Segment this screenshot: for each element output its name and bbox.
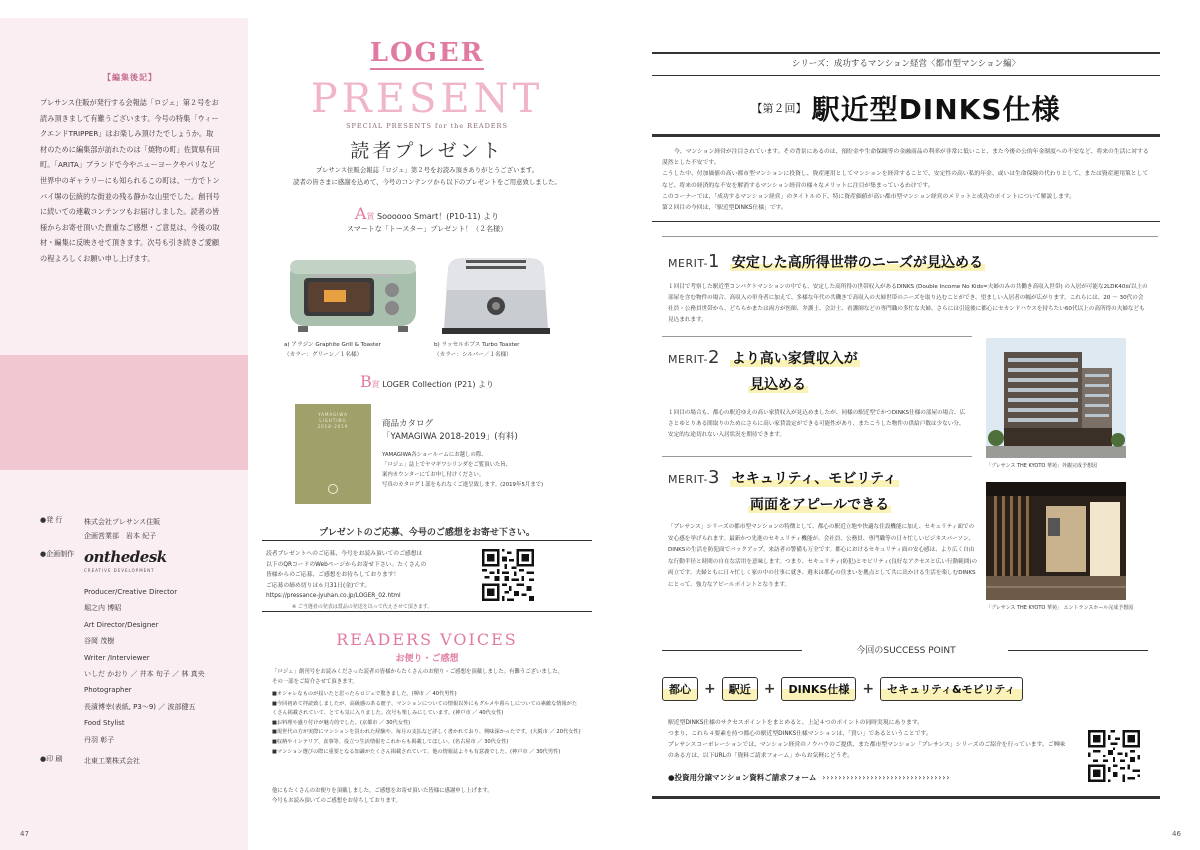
success-point-text: 駅近型DINKS仕様のサクセスポイントをまとめると、上記４つのポイントの同時実現にあります。 つまり、これら４要素を持つ都心の駅近型DINKS仕様マンションは、「買い」であるということです。 プレサンスコーポレーションでは、マンション経営のノウハウのご提供、また都市型マンション「プレサンス」シリーズのご紹介を行っています。ご興味のある方は、以下URLの「資料ご請求フォーム」からお気軽にどうぞ。 <box>668 720 1066 759</box>
merit-3-heading <box>668 466 899 492</box>
apply-box <box>262 540 592 612</box>
reader-present-heading: 読者プレゼント <box>350 140 504 162</box>
credit-key: ●印 刷 <box>40 755 63 764</box>
prize-b-mark: 賞 <box>371 380 380 389</box>
article-main-title: 駅近型DINKS仕様 <box>811 93 1061 126</box>
credit-value: 株式会社プレサンス住販 企画営業部 岩本 紀子 <box>84 518 161 540</box>
divider <box>662 236 1158 237</box>
merit-2-title-line1: より高い家賃収入が <box>731 351 858 367</box>
merit-2-title-line2: 見込める <box>750 377 806 393</box>
credit-value: 北東工業株式会社 <box>84 757 140 766</box>
editor-heading: 【編集後記】 <box>103 73 157 82</box>
entrance-hall-caption: 「プレサンス THE KYOTO 華苑」 エントランスホール完成予想図 <box>986 605 1134 611</box>
merit-1-title: 安定した高所得世帯のニーズが見込める <box>731 255 984 271</box>
voices-closing: 他にもたくさんのお便りを頂戴しました。ご感想をお寄せ頂いた皆様に感謝申し上げます。 今号もお読み頂いてのご感想をお待ちしております。 <box>272 788 493 804</box>
arrow-icon: ›››››››››››››››››››››››››››››››› <box>822 773 951 782</box>
prize-a-title <box>262 204 592 223</box>
credit-value: Producer/Creative Director 堀之内 博昭 Art Director/Designer 谷岡 茂樹 Writer /Interviewer いしだ かおり ／ 井本 旬子 ／ 林 真央 Photographer 長濱博幸(表紙, P3〜9) ／ 波部健五 Food Stylist 丹羽 彰子 <box>84 588 205 744</box>
merit-number: 2 <box>708 347 720 368</box>
voices-intro: 「ロジェ」創刊号をお読みくださった読者の皆様からたくさんのお便り・ご感想を頂戴しました。有難うございました。 その一部をご紹介させて頂きます。 <box>272 669 563 685</box>
credit-key <box>40 584 84 748</box>
credit-key: ●企画制作 <box>40 550 75 558</box>
prize-a-mark: 賞 <box>366 212 375 221</box>
prize-b-letter: B <box>359 372 372 391</box>
success-point-item: セキュリティ&モビリティ <box>880 677 1022 701</box>
merit-2-text: １回目の場合も、都心の駅近ゆえの高い家賃収入が見込めましたが、同様の駅近型でかつDINKS仕様の部屋の場合、広さとゆとりある間取りのためにさらに高い家賃設定ができる可能性があり、またこうした物件の供給戸数は少ない分、安定的な途切れない入居状況を期待できます。 <box>668 410 966 438</box>
merit-number: 3 <box>708 467 720 488</box>
success-point-item: 都心 <box>662 677 698 701</box>
loger-logo <box>262 38 592 68</box>
entrance-hall-photo <box>986 482 1126 600</box>
merit-1-text: １回目で考察した駅近型コンパクトマンションの中でも、安定した高所得の世帯収入があるDINKS (Double Income No Kids=夫婦のみの共働き高収入世帯) の入居が可能な2LDK40㎡以上の部屋を含む物件の場合、高収入の単身者に加えて、多様な年代の共働きで高収入の夫婦世帯のニーズを取り込むことができ、望ましい入居者の幅が広がります。これらには、20 〜 30代の会社員・公務員世帯から、どちらかまたは両方が医師、弁護士、会計士、看護師などの専門職の多忙な夫婦、さらには引退後に都心にセカンドハウスを持ちたい60代以上の高所得の夫婦なども見込まれます。 <box>668 284 1148 323</box>
catalog-description: YAMAGIWA各ショールームにお越しの際、 「ロジェ」誌上でヤマギワシリンダをご覧頂いた旨、 案内カウンターにてお申し付けください。 写真のカタログ１部をもれなくご進呈致します。(2019年5月まで) <box>382 452 544 488</box>
success-point-title: 今回のSUCCESS POINT <box>856 646 956 656</box>
list-item: ■ オシャレなものが届いたと思ったらロジェで驚きました。(堺市 ／ 40代男性) <box>272 690 582 700</box>
merit-label: MERIT- <box>668 257 709 270</box>
page-number-left: 47 <box>20 830 29 838</box>
credits <box>40 515 240 774</box>
left-pink-band <box>0 355 248 470</box>
credit-row <box>40 584 240 748</box>
merit-1-heading <box>668 250 985 276</box>
article-intro: 今、マンション経営が注目されています。その背景にあるのは、預貯金や生命保険等の金融商品の利率が非常に低いこと、また今後の公的年金制度への不安など、将来の生活に対する漠然とした不安です。 こうした中、付加価値の高い都市型マンションに投資し、資産運用としてマンションを経営することで、安定性の高い私的年金、或いは生命保険の代わりとして、または資産運用策としてなど、将来の経済的な不安を解消するマンション経営の様々なメリットに注目が集まっているわけです。 このコーナーでは、「成功するマンション経営」のタイトルの下、特に資産価値が高い都市型マンション経営のメリットと成功のポイントについて解説します。 第２回目の今回は、「駅近型DINKS仕様」です。 <box>662 149 1149 212</box>
brand-subtitle: CREATIVE DEVELOPMENT <box>84 568 155 573</box>
qr-code-icon[interactable] <box>1088 730 1140 782</box>
russell-hobbs-toaster-image <box>434 250 558 338</box>
episode-label: 【第２回】 <box>751 102 807 115</box>
merit-label: MERIT- <box>668 473 709 486</box>
page-number-right: 46 <box>1172 830 1181 838</box>
yamagiwa-catalog-image <box>295 404 371 504</box>
present-intro: プレサンス住販会報誌「ロジェ」第２号をお読み頂きありがとうございます。 読者の皆さまに感謝を込めて、今号のコンテンツから以下のプレゼントをご用意致しました。 <box>293 166 561 186</box>
divider <box>662 336 972 337</box>
merit-3-title-line2: 両面をアピールできる <box>750 497 890 513</box>
prize-a-text: Soooooo Smart！(P10-11) より <box>374 212 500 221</box>
prize-b-text: LOGER Collection (P21) より <box>379 380 495 389</box>
building-exterior-photo <box>986 338 1126 458</box>
present-column <box>262 0 592 850</box>
apply-note: ※ ご当選者の発表は賞品の発送を以って代えさせて頂きます。 <box>292 604 433 610</box>
article-title <box>652 88 1160 128</box>
success-point-item: 駅近 <box>722 677 758 701</box>
brand-logo-block <box>84 549 240 578</box>
apply-heading: プレゼントのご応募、今号のご感想をお寄せ下さい。 <box>319 528 535 538</box>
bottom-rule <box>652 796 1160 799</box>
apply-text: 読者プレゼントへのご応募、今号をお読み頂いてのご感想は 以下のQRコードのWebページからお寄せ下さい。たくさんの 皆様からのご応募、ご感想をお待ちしております！ ご応募の締め切りは６月31日(金)です。 https://pressance-jyuhan.co.jp/LOGER_02.html <box>266 551 427 599</box>
qr-code-icon[interactable] <box>482 549 534 601</box>
series-title: シリーズ：成功するマンション経営〈都市型マンション編〉 <box>652 52 1160 76</box>
readers-voices-title: READERS VOICES <box>336 630 518 649</box>
divider <box>662 456 972 457</box>
intro-box <box>652 134 1160 222</box>
brand-logo: onthedesk <box>84 548 167 566</box>
success-point-item: DINKS仕様 <box>781 677 856 701</box>
catalog-emblem-icon <box>328 484 338 494</box>
list-item: ■ 収納やインテリア、食事等、役立つ生活情報をこれからも掲載してほしい。(名古屋市 ／ 30代女性) <box>272 738 582 748</box>
left-top-strip <box>0 0 248 18</box>
prize-b-title <box>262 372 592 391</box>
toaster-b-caption: b) ラッセルホブス Turbo Toaster （カラー：シルバー／１名様） <box>434 342 520 358</box>
left-sidebar <box>0 0 248 850</box>
credit-row <box>40 549 240 578</box>
list-item: ■ お料理や盛り付けが魅力的でした。(京都市 ／ 30代女性) <box>272 719 582 729</box>
present-title: PRESENT <box>310 76 544 122</box>
building-exterior-caption: 「プレサンス THE KYOTO 華苑」外観完成予想図 <box>986 463 1097 469</box>
request-form-label[interactable]: ●投資用分譲マンション資料ご請求フォーム <box>668 773 817 782</box>
merit-label: MERIT- <box>668 353 709 366</box>
credit-row <box>40 754 240 768</box>
list-item: ■ 現世代の方が実際にマンションを買われた経験や、毎月の支払など詳しく書かれており、興味深かったです。(大阪市 ／ 20代女性) <box>272 728 582 738</box>
merit-3-title-line1: セキュリティ、モビリティ <box>731 471 897 487</box>
special-subtitle: SPECIAL PRESENTS for the READERS <box>346 122 508 130</box>
plus-icon: + <box>704 681 716 697</box>
plus-icon: + <box>862 681 875 697</box>
loger-text: LOGER <box>369 38 485 68</box>
plus-icon: + <box>763 681 776 697</box>
credit-row <box>40 515 240 543</box>
catalog-title: 商品カタログ 「YAMAGIWA 2018-2019」(有料) <box>382 419 518 442</box>
editor-text: プレサンス住販が発行する会報誌「ロジェ」第２号をお読み頂きまして有難うございます。今号の特集「ウィークエンドTRIPPER」はお楽しみ頂けたでしょうか。取材のために編集部が訪れたのは「焼物の町」佐賀県有田町。「ARITA」ブランドで今やニューヨークやパリなど世界中のギャラリーにも知られるこの町は、一方でトンバイ塀の伝統的な街並の残る静かな山里でした。創刊号に続いての連載コンテンツもお届けしました。読者の皆様からお寄せ頂いた貴重なご感想・ご意見は、今後の取材・編集に反映させて頂きます。次号も引き続きご愛顧の程よろしくお願い申し上げます。 <box>40 98 220 263</box>
prize-a-letter: A <box>354 204 367 223</box>
catalog-cover-text: YAMAGIWA LIGHTING 2018-2019 <box>317 412 349 429</box>
success-point-row <box>662 677 1160 701</box>
aladdin-toaster-image <box>284 250 422 338</box>
voices-list <box>272 690 582 757</box>
readers-voices-subtitle: お便り・ご感想 <box>395 654 459 664</box>
prize-a-subtitle: スマートな「トースター」プレゼント！（２名様） <box>346 225 508 233</box>
request-form-link[interactable] <box>668 772 950 783</box>
list-item: ■ マンション選びの際に重要となる知識がたくさん掲載されていて、他の情報誌よりも有意義でした。(神戸市 ／ 30代男性) <box>272 748 582 758</box>
merit-number: 1 <box>708 251 720 272</box>
merit-3-text: 「プレサンス」シリーズの都市型マンションの特徴として、都心の駅近立地や快適な住設機能に加え、セキュリティ面での安心感を挙げられます。最新かつ先進のセキュリティ機能が、会社員、公務員、専門職等の日々忙しいビジネスパーソン、DINKSの生活を防犯面でバックアップ。来訪者の警備も万全です。都心におけるセキュリティ面の安心感は、より広く自由な行動半径と時間の自在な活用を意味します。つまり、セキュリティ(防犯)とモビリティ(良好なアクセスと広い行動範囲)の両立です。夫婦ともに日々忙しく家の中の仕事に就き、週末は都心の住まいを拠点として共に出かける生活を楽しむDINKSにとって、強力なアピールポイントとなります。 <box>668 524 978 588</box>
mansion-article <box>652 0 1160 850</box>
toaster-a-caption: a) アラジン Graphite Grill & Toaster （カラー：グリーン／１名様） <box>284 342 381 358</box>
credit-key: ●発 行 <box>40 516 63 524</box>
list-item: ■ 今回初めて拝読致しましたが、高級感のある冊子、マンションについての情報以外にもグルメや暮らしについての素敵な情報がたくさん掲載されていて、とても気に入りました。次号も楽しみにしています。(神戸市 ／ 40代女性) <box>272 700 582 719</box>
merit-2-heading <box>668 346 860 372</box>
